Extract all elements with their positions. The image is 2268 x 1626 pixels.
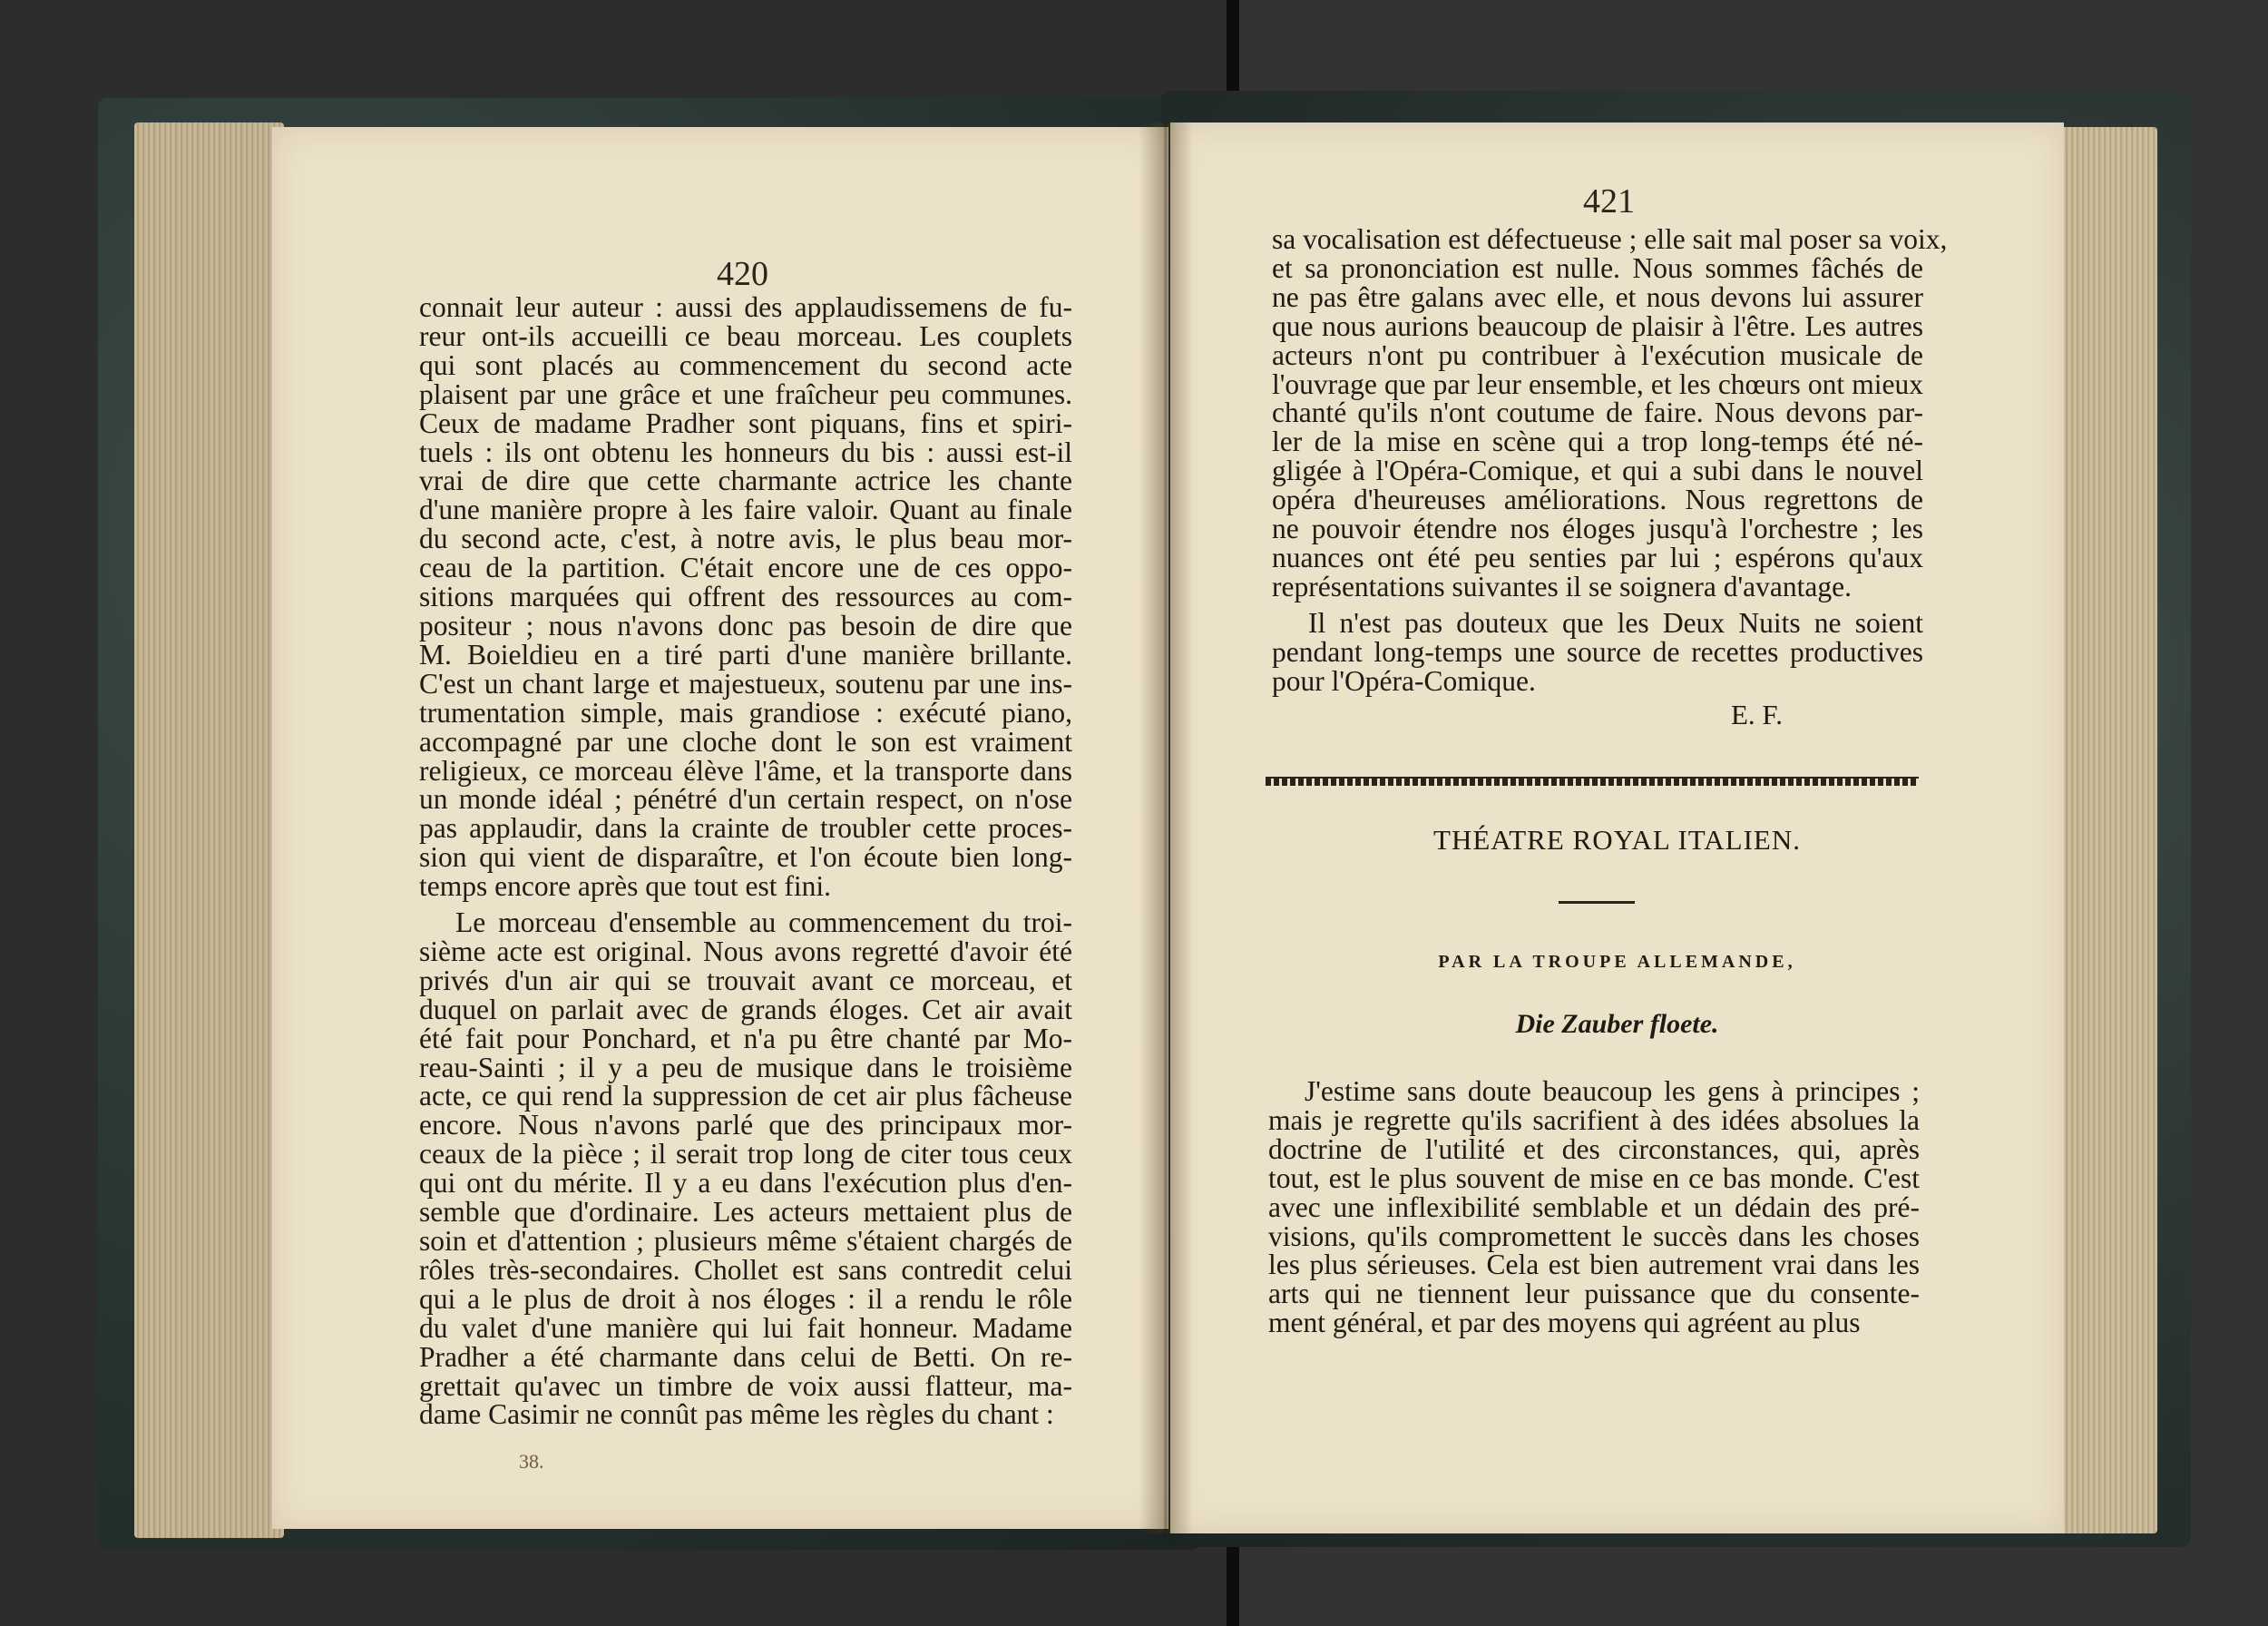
text-line: qui sont placés au commencement du second acte — [419, 348, 1072, 381]
text-line: ler de la mise en scène qui a trop long-temps été né- — [1272, 426, 1923, 458]
section-divider — [1266, 777, 1919, 786]
text-line: Il n'est pas douteux que les Deux Nuits ne soient — [1308, 606, 1923, 639]
text-line: ceaux de la pièce ; il serait trop long de citer tous ceux — [419, 1138, 1072, 1171]
text-line: les plus sérieuses. Cela est bien autrement vrai dans les — [1268, 1249, 1920, 1281]
text-line: d'une manière propre à les faire valoir. Quant au finale — [419, 494, 1072, 526]
text-line: mais je regrette qu'ils sacrifient à des idées absolues la — [1268, 1103, 1920, 1136]
text-line: représentations suivantes il se soignera d'avantage. — [1272, 570, 1852, 602]
right-page-number: 421 — [1583, 182, 1635, 220]
text-line: acte, ce qui rend la suppression de cet air plus fâcheuse — [419, 1080, 1072, 1112]
left-page-number: 420 — [717, 255, 768, 293]
text-line: encore. Nous n'avons parlé que des principaux mor- — [419, 1109, 1072, 1141]
text-line: pas applaudir, dans la crainte de troubler cette proces- — [419, 812, 1072, 845]
text-line: connait leur auteur : aussi des applaudissemens de fu- — [419, 291, 1072, 323]
text-line: été fait pour Ponchard, et n'a pu être chanté par Mo- — [419, 1022, 1072, 1054]
right-page-text — [1272, 223, 1948, 697]
page-edges-left — [134, 122, 284, 1538]
text-line: dame Casimir ne connût pas même les règles du chant : — [419, 1398, 1054, 1431]
text-line: rôles très-secondaires. Chollet est sans contredit celui — [419, 1253, 1072, 1286]
text-line: sième acte est original. Nous avons regretté d'avoir été — [419, 935, 1072, 967]
text-line: ne pas être galans avec elle, et nous devons lui assurer — [1272, 280, 1923, 313]
left-page-text — [419, 293, 1072, 1429]
text-line: temps encore après que tout est fini. — [419, 870, 831, 903]
text-line: reur ont-ils accueilli ce beau morceau. Les couplets — [419, 319, 1072, 352]
text-line: ment général, et par des moyens qui agréent au plus — [1268, 1307, 1861, 1339]
text-line: tout, est le plus souvent de mise en ce bas monde. C'est — [1268, 1161, 1920, 1194]
text-line: soin et d'attention ; plusieurs même s'étaient chargés de — [419, 1225, 1072, 1257]
text-line: tuels : ils ont obtenu les honneurs du bis : aussi est-il — [419, 436, 1072, 468]
text-line: sitions marquées qui offrent des ressources au com- — [419, 581, 1072, 613]
text-line: semble que d'ordinaire. Les acteurs mettaient plus de — [419, 1196, 1072, 1229]
text-line: doctrine de l'utilité et des circonstances, qui, après — [1268, 1132, 1920, 1165]
text-line: acteurs n'ont pu contribuer à l'exécution musicale de — [1272, 338, 1923, 371]
text-line: M. Boieldieu en a tiré parti d'une manière brillante. — [419, 638, 1072, 671]
text-line: du second acte, c'est, à notre avis, le plus beau mor- — [419, 523, 1072, 555]
text-line: opéra d'heureuses améliorations. Nous regrettons de — [1272, 484, 1923, 516]
page-edges-right — [2058, 127, 2157, 1533]
footer-mark: 38. — [519, 1450, 544, 1473]
text-line: visions, qu'ils compromettent le succès dans les choses — [1268, 1220, 1920, 1252]
text-line: sa vocalisation est défectueuse ; elle sait mal poser sa voix, — [1272, 223, 1948, 255]
work-title: Die Zauber floete. — [1515, 1009, 1719, 1039]
text-line: que nous aurions beaucoup de plaisir à l'être. Les autres — [1272, 309, 1923, 342]
text-line: avec une inflexibilité semblable et un dédain des pré- — [1268, 1190, 1920, 1223]
text-line: et sa prononciation est nulle. Nous sommes fâchés de — [1272, 251, 1923, 284]
text-line: accompagné par une cloche dont le son est vraiment — [419, 725, 1072, 758]
text-line: positeur ; nous n'avons donc pas besoin de dire que — [419, 609, 1072, 642]
text-line: arts qui ne tiennent leur puissance que du consente- — [1268, 1278, 1920, 1310]
text-line: sion qui vient de disparaître, et l'on écoute bien long- — [419, 841, 1072, 874]
text-line: Le morceau d'ensemble au commencement du troi- — [455, 906, 1072, 939]
text-line: un monde idéal ; pénétré d'un certain respect, on n'ose — [419, 783, 1072, 816]
text-line: nuances ont été peu senties par lui ; espérons qu'aux — [1272, 541, 1923, 573]
right-page-body-text — [1268, 1077, 1920, 1337]
text-line: grettait qu'avec un timbre de voix aussi flatteur, ma- — [419, 1369, 1072, 1402]
text-line: du valet d'une manière qui lui fait honneur. Madame — [419, 1311, 1072, 1344]
text-line: l'ouvrage que par leur ensemble, et les chœurs ont mieux — [1272, 367, 1923, 400]
text-line: chanté qu'ils n'ont coutume de faire. Nous devons par- — [1272, 397, 1923, 429]
text-line: ceau de la partition. C'était encore une de ces oppo- — [419, 552, 1072, 584]
text-line: Pradher a été charmante dans celui de Betti. On re- — [419, 1340, 1072, 1373]
text-line: J'estime sans doute beaucoup les gens à principes ; — [1305, 1075, 1920, 1107]
title-rule — [1559, 901, 1635, 904]
text-line: trumentation simple, mais grandiose : exécuté piano, — [419, 696, 1072, 729]
text-line: pendant long-temps une source de recettes productives — [1272, 635, 1923, 668]
signature: E. F. — [1731, 699, 1783, 730]
section-subtitle: PAR LA TROUPE ALLEMANDE, — [1438, 952, 1796, 972]
text-line: plaisent par une grâce et une fraîcheur peu communes. — [419, 377, 1072, 410]
text-line: ne pouvoir étendre nos éloges jusqu'à l'orchestre ; les — [1272, 513, 1923, 545]
text-line: pour l'Opéra-Comique. — [1272, 664, 1536, 697]
section-title: THÉATRE ROYAL ITALIEN. — [1433, 824, 1801, 856]
text-line: qui ont du mérite. Il y a eu dans l'exécution plus d'en- — [419, 1167, 1072, 1200]
text-line: Ceux de madame Pradher sont piquans, fins et spiri- — [419, 406, 1072, 439]
text-line: vrai de dire que cette charmante actrice les chante — [419, 465, 1072, 497]
text-line: privés d'un air qui se trouvait avant ce morceau, et — [419, 964, 1072, 996]
text-line: C'est un chant large et majestueux, soutenu par une ins- — [419, 667, 1072, 700]
text-line: qui a le plus de droit à nos éloges : il a rendu le rôle — [419, 1282, 1072, 1315]
text-line: gligée à l'Opéra-Comique, et qui a subi dans le nouvel — [1272, 455, 1923, 487]
text-line: reau-Sainti ; il y a peu de musique dans le troisième — [419, 1051, 1072, 1083]
text-line: religieux, ce morceau élève l'âme, et la transporte dans — [419, 754, 1072, 787]
text-line: duquel on parlait avec de grands éloges. Cet air avait — [419, 993, 1072, 1025]
